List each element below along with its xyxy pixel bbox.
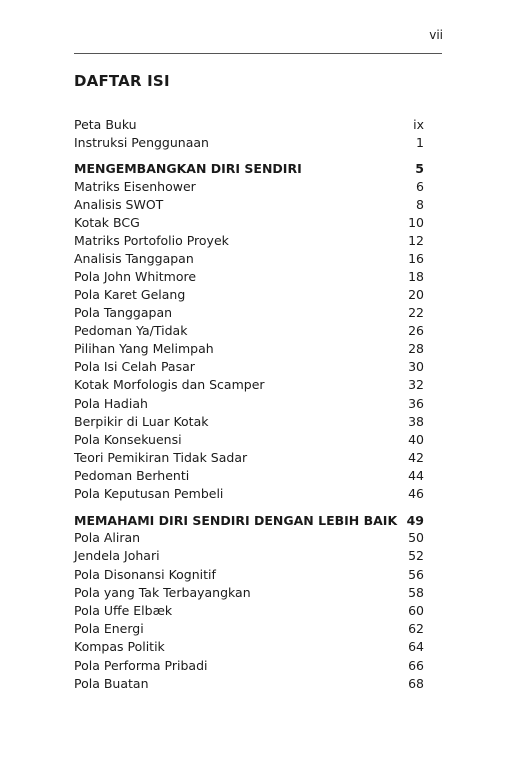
toc-entry-page: 12 — [408, 233, 424, 248]
toc-entry-label: Pola Karet Gelang — [74, 287, 186, 302]
toc-entry-label: Kotak BCG — [74, 215, 140, 230]
toc-entry-label: Pola John Whitmore — [74, 269, 197, 284]
toc-entry-page: ix — [413, 117, 424, 132]
toc-entry-label: Pola Tanggapan — [74, 305, 173, 320]
toc-entry — [74, 287, 424, 303]
toc-entry — [74, 359, 424, 375]
toc-entry-page: 50 — [408, 530, 424, 545]
section-heading-label: MEMAHAMI DIRI SENDIRI DENGAN LEBIH BAIK — [74, 513, 398, 528]
toc-entry — [74, 450, 424, 466]
toc-entry-label: Pedoman Ya/Tidak — [74, 323, 188, 338]
toc-entry-page: 46 — [408, 486, 424, 501]
toc-entry-page: 40 — [408, 432, 424, 447]
toc-entry — [74, 197, 424, 213]
header-rule — [74, 53, 442, 54]
toc-entry-label: Pilihan Yang Melimpah — [74, 341, 214, 356]
toc-entry — [74, 269, 424, 285]
toc-entry-label: Pola Performa Pribadi — [74, 658, 208, 673]
toc-entry — [74, 377, 424, 393]
toc-entry-label: Pola Isi Celah Pasar — [74, 359, 195, 374]
toc-entry-page: 64 — [408, 639, 424, 654]
toc-entry — [74, 414, 424, 430]
toc-title: DAFTAR ISI — [74, 72, 170, 90]
toc-entry-label: Instruksi Penggunaan — [74, 135, 209, 150]
toc-entry-label: Matriks Eisenhower — [74, 179, 196, 194]
toc-entry-page: 30 — [408, 359, 424, 374]
toc-entry-label: Pola Keputusan Pembeli — [74, 486, 224, 501]
toc-entry — [74, 603, 424, 619]
toc-entry — [74, 215, 424, 231]
toc-entry — [74, 432, 424, 448]
toc-entry-label: Kotak Morfologis dan Scamper — [74, 377, 265, 392]
toc-entry-page: 56 — [408, 567, 424, 582]
toc-entry — [74, 621, 424, 637]
toc-entry-page: 28 — [408, 341, 424, 356]
toc-entry-page: 32 — [408, 377, 424, 392]
toc-entry-label: Pola Uffe Elbæk — [74, 603, 173, 618]
toc-entry-label: Peta Buku — [74, 117, 137, 132]
toc-entry-label: Analisis Tanggapan — [74, 251, 194, 266]
section-heading-page: 5 — [415, 161, 424, 176]
toc-entry — [74, 305, 424, 321]
toc-entry-page: 22 — [408, 305, 424, 320]
toc-entry — [74, 530, 424, 546]
toc-entry-page: 36 — [408, 396, 424, 411]
toc-entry-label: Kompas Politik — [74, 639, 165, 654]
toc-entry-label: Pola Aliran — [74, 530, 141, 545]
toc-entry-page: 42 — [408, 450, 424, 465]
toc-entry — [74, 567, 424, 583]
toc-entry-page: 18 — [408, 269, 424, 284]
toc-section-heading — [74, 161, 424, 177]
toc-entry-label: Berpikir di Luar Kotak — [74, 414, 209, 429]
toc-entry — [74, 658, 424, 674]
toc-entry-page: 6 — [416, 179, 424, 194]
toc-entry — [74, 179, 424, 195]
toc-entry-label: Pola Konsekuensi — [74, 432, 182, 447]
section-heading-page: 49 — [406, 513, 424, 528]
toc-entry — [74, 396, 424, 412]
toc-entry-label: Jendela Johari — [74, 548, 160, 563]
toc-entry — [74, 585, 424, 601]
page-number: vii — [429, 28, 443, 42]
toc-entry-label: Matriks Portofolio Proyek — [74, 233, 229, 248]
toc-entry-page: 8 — [416, 197, 424, 212]
toc-entry — [74, 251, 424, 267]
toc-entry — [74, 486, 424, 502]
section-heading-label: MENGEMBANGKAN DIRI SENDIRI — [74, 161, 302, 176]
toc-entry-label: Pola Buatan — [74, 676, 149, 691]
toc-entry-page: 62 — [408, 621, 424, 636]
toc-entry-page: 20 — [408, 287, 424, 302]
toc-entry-page: 66 — [408, 658, 424, 673]
toc-entry-page: 16 — [408, 251, 424, 266]
toc-entry-page: 68 — [408, 676, 424, 691]
toc-entry-page: 10 — [408, 215, 424, 230]
toc-entry-page: 44 — [408, 468, 424, 483]
toc-entry — [74, 135, 424, 151]
toc-entry-label: Teori Pemikiran Tidak Sadar — [74, 450, 248, 465]
toc-entry — [74, 639, 424, 655]
toc-entry — [74, 468, 424, 484]
toc-entry-label: Analisis SWOT — [74, 197, 164, 212]
toc-entry — [74, 676, 424, 692]
toc-entry-page: 52 — [408, 548, 424, 563]
toc-entry — [74, 233, 424, 249]
toc-entry-label: Pedoman Berhenti — [74, 468, 190, 483]
toc-entry — [74, 323, 424, 339]
toc-entry-page: 38 — [408, 414, 424, 429]
toc-entry-page: 60 — [408, 603, 424, 618]
toc-entry-page: 26 — [408, 323, 424, 338]
toc-entry — [74, 117, 424, 133]
toc-entry-page: 58 — [408, 585, 424, 600]
toc-entry-label: Pola yang Tak Terbayangkan — [74, 585, 251, 600]
toc-entry — [74, 341, 424, 357]
toc-section-heading — [74, 513, 424, 529]
toc-entry-page: 1 — [416, 135, 424, 150]
toc-entry-label: Pola Energi — [74, 621, 144, 636]
toc-entry-label: Pola Hadiah — [74, 396, 148, 411]
toc-entry-label: Pola Disonansi Kognitif — [74, 567, 216, 582]
toc-entry — [74, 548, 424, 564]
